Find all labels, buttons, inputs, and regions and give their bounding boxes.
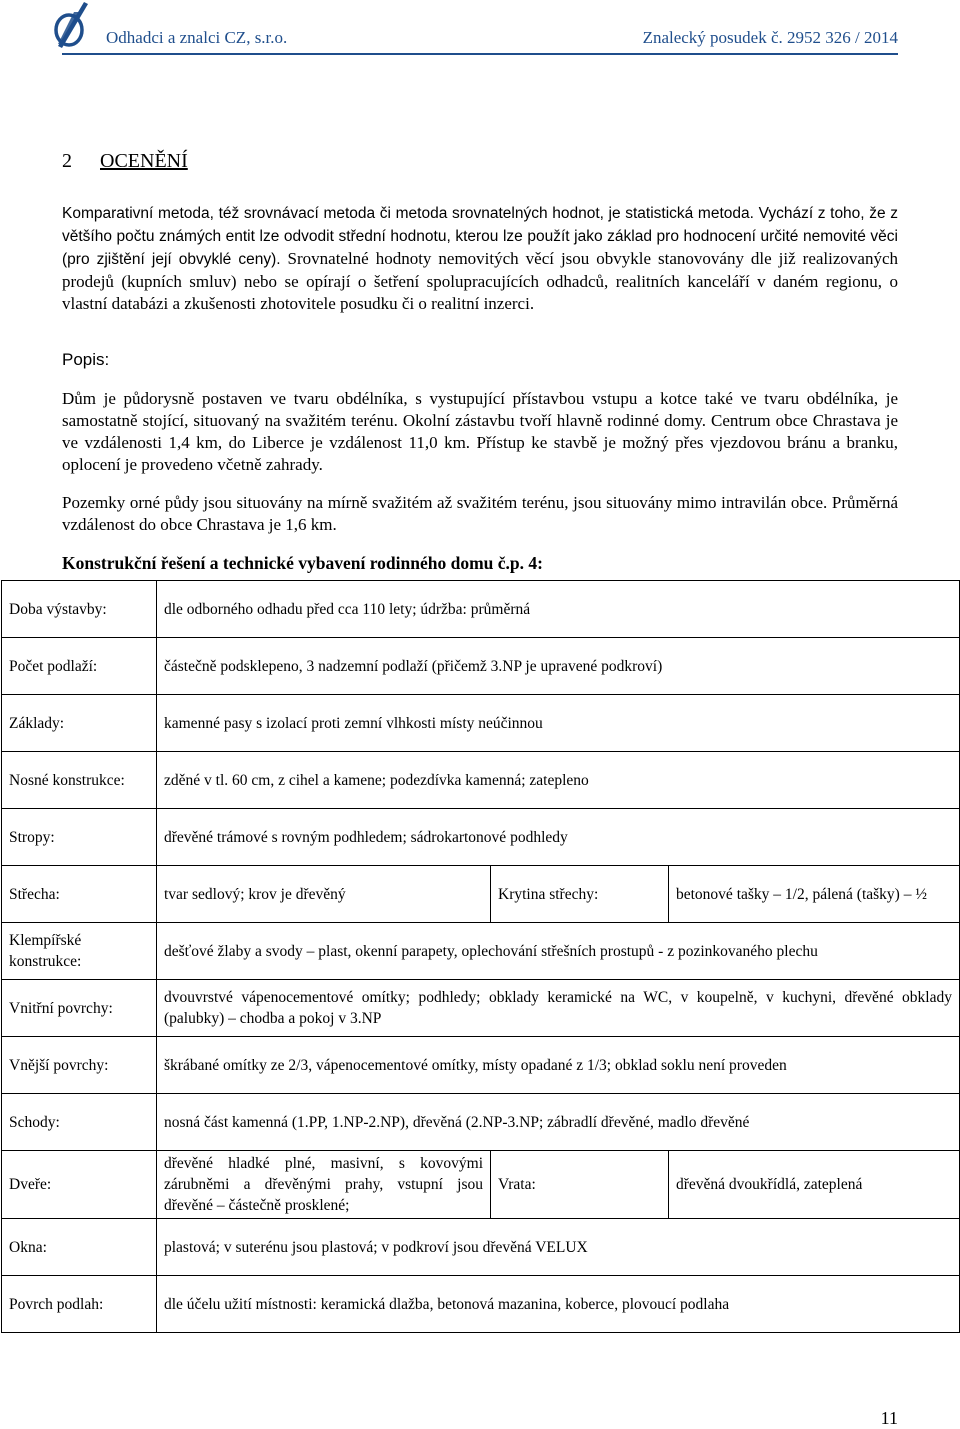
company-logo-icon [54, 2, 88, 48]
spec-label: Vnější povrchy: [2, 1037, 157, 1094]
spec-value: kamenné pasy s izolací proti zemní vlhkosti místy neúčinnou [157, 695, 960, 752]
spec-value: dle odborného odhadu před cca 110 lety; údržba: průměrná [157, 581, 960, 638]
section-title [62, 150, 188, 173]
page-header [0, 0, 960, 60]
spec-value: tvar sedlový; krov je dřevěný [157, 866, 491, 923]
page-number: 11 [880, 1408, 898, 1428]
spec-label: Doba výstavby: [2, 581, 157, 638]
intro-paragraph [62, 202, 898, 315]
table-row [2, 1037, 960, 1094]
spec-value: plastová; v suterénu jsou plastová; v podkroví jsou dřevěná VELUX [157, 1219, 960, 1276]
spec-label: Základy: [2, 695, 157, 752]
spec-label: Vnitřní povrchy: [2, 980, 157, 1037]
spec-value: dřevěné hladké plné, masivní, s kovovými zárubněmi a dřevěnými prahy, vstupní jsou dřevěné – částečně prosklené; [157, 1151, 491, 1219]
header-report-ref: Znalecký posudek č. 2952 326 / 2014 [642, 28, 898, 47]
section-heading: OCENĚNÍ [100, 150, 188, 172]
spec-label: Nosné konstrukce: [2, 752, 157, 809]
popis-paragraph: Dům je půdorysně postaven ve tvaru obdélníka, s vystupující přístavbou vstupu a kotce také ve tvaru obdélníka, je samostatně stojící, situovaný na svažitém terénu. Okolní zástavbu tvoří hlavně rodinné domy. Centrum obce Chrastava je ve vzdálenosti 1,4 km, do Liberce je vzdálenost 11,0 km. Přístup ke stavbě je možný přes vjezdovou bránu a branku, oplocení je provedeno včetně zahrady. [62, 389, 898, 474]
spec-label: Počet podlaží: [2, 638, 157, 695]
table-row [2, 866, 960, 923]
spec-label: Okna: [2, 1219, 157, 1276]
construction-title: Konstrukční řešení a technické vybavení rodinného domu č.p. 4: [62, 553, 543, 573]
construction-spec-table [1, 580, 960, 1333]
spec-value: nosná část kamenná (1.PP, 1.NP-2.NP), dřevěná (2.NP-3.NP; zábradlí dřevěné, madlo dřevěné [157, 1094, 960, 1151]
table-row [2, 1151, 960, 1219]
spec-value: dle účelu užití místnosti: keramická dlažba, betonová mazanina, koberce, plovoucí podlaha [157, 1276, 960, 1333]
spec-value: zděné v tl. 60 cm, z cihel a kamene; podezdívka kamenná; zatepleno [157, 752, 960, 809]
spec-value: dvouvrstvé vápenocementové omítky; podhledy; obklady keramické na WC, v koupelně, v kuchyni, dřevěné obklady (palubky) – chodba a pokoj v 3.NP [157, 980, 960, 1037]
section-number: 2 [62, 150, 72, 172]
spec-label: Klempířské konstrukce: [2, 923, 157, 980]
spec-label: Dveře: [2, 1151, 157, 1219]
header-divider [62, 53, 898, 55]
popis-label: Popis: [62, 350, 110, 369]
table-row [2, 809, 960, 866]
spec-label: Povrch podlah: [2, 1276, 157, 1333]
spec-label: Stropy: [2, 809, 157, 866]
table-row [2, 581, 960, 638]
spec-value: škrábané omítky ze 2/3, vápenocementové omítky, místy opadané z 1/3; obklad soklu není proveden [157, 1037, 960, 1094]
table-row [2, 638, 960, 695]
spec-label: Střecha: [2, 866, 157, 923]
spec-value: dřevěná dvoukřídlá, zateplená [669, 1151, 960, 1219]
spec-value: dřevěné trámové s rovným podhledem; sádrokartonové podhledy [157, 809, 960, 866]
spec-label: Krytina střechy: [491, 866, 669, 923]
intro-text-b: Srovnatelné hodnoty nemovitých věcí jsou obvykle stanovovány dle již realizovaných prodejů (kupních smluv) nebo se opírají o šetření spolupracujících odhadců, realitních kanceláří v daném regionu, o vlastní databázi a zkušenosti zhotovitele posudku či o realitní inzerci. [62, 249, 898, 313]
spec-value: částečně podsklepeno, 3 nadzemní podlaží (přičemž 3.NP je upravené podkroví) [157, 638, 960, 695]
header-company: Odhadci a znalci CZ, s.r.o. [106, 28, 288, 47]
spec-label: Vrata: [491, 1151, 669, 1219]
intro-text-a: Komparativní metoda, též srovnávací metoda či metoda srovnatelných hodnot, je statistická metoda. Vychází z toho, že z většího počtu známých entit lze odvodit střední hodnotu, kterou lze použít jako základ pro hodnocení určité nemovité věci (pro zjištění její obvyklé ceny). [62, 205, 898, 268]
spec-value: dešťové žlaby a svody – plast, okenní parapety, oplechování střešních prostupů - z pozinkovaného plechu [157, 923, 960, 980]
table-row [2, 980, 960, 1037]
spec-label: Schody: [2, 1094, 157, 1151]
table-row [2, 1094, 960, 1151]
table-row [2, 1219, 960, 1276]
pozemky-paragraph: Pozemky orné půdy jsou situovány na mírně svažitém až svažitém terénu, jsou situovány mimo intravilán obce. Průměrná vzdálenost do obce Chrastava je 1,6 km. [62, 493, 898, 534]
table-row [2, 695, 960, 752]
table-row [2, 923, 960, 980]
table-row [2, 1276, 960, 1333]
table-row [2, 752, 960, 809]
spec-value: betonové tašky – 1/2, pálená (tašky) – ½ [669, 866, 960, 923]
